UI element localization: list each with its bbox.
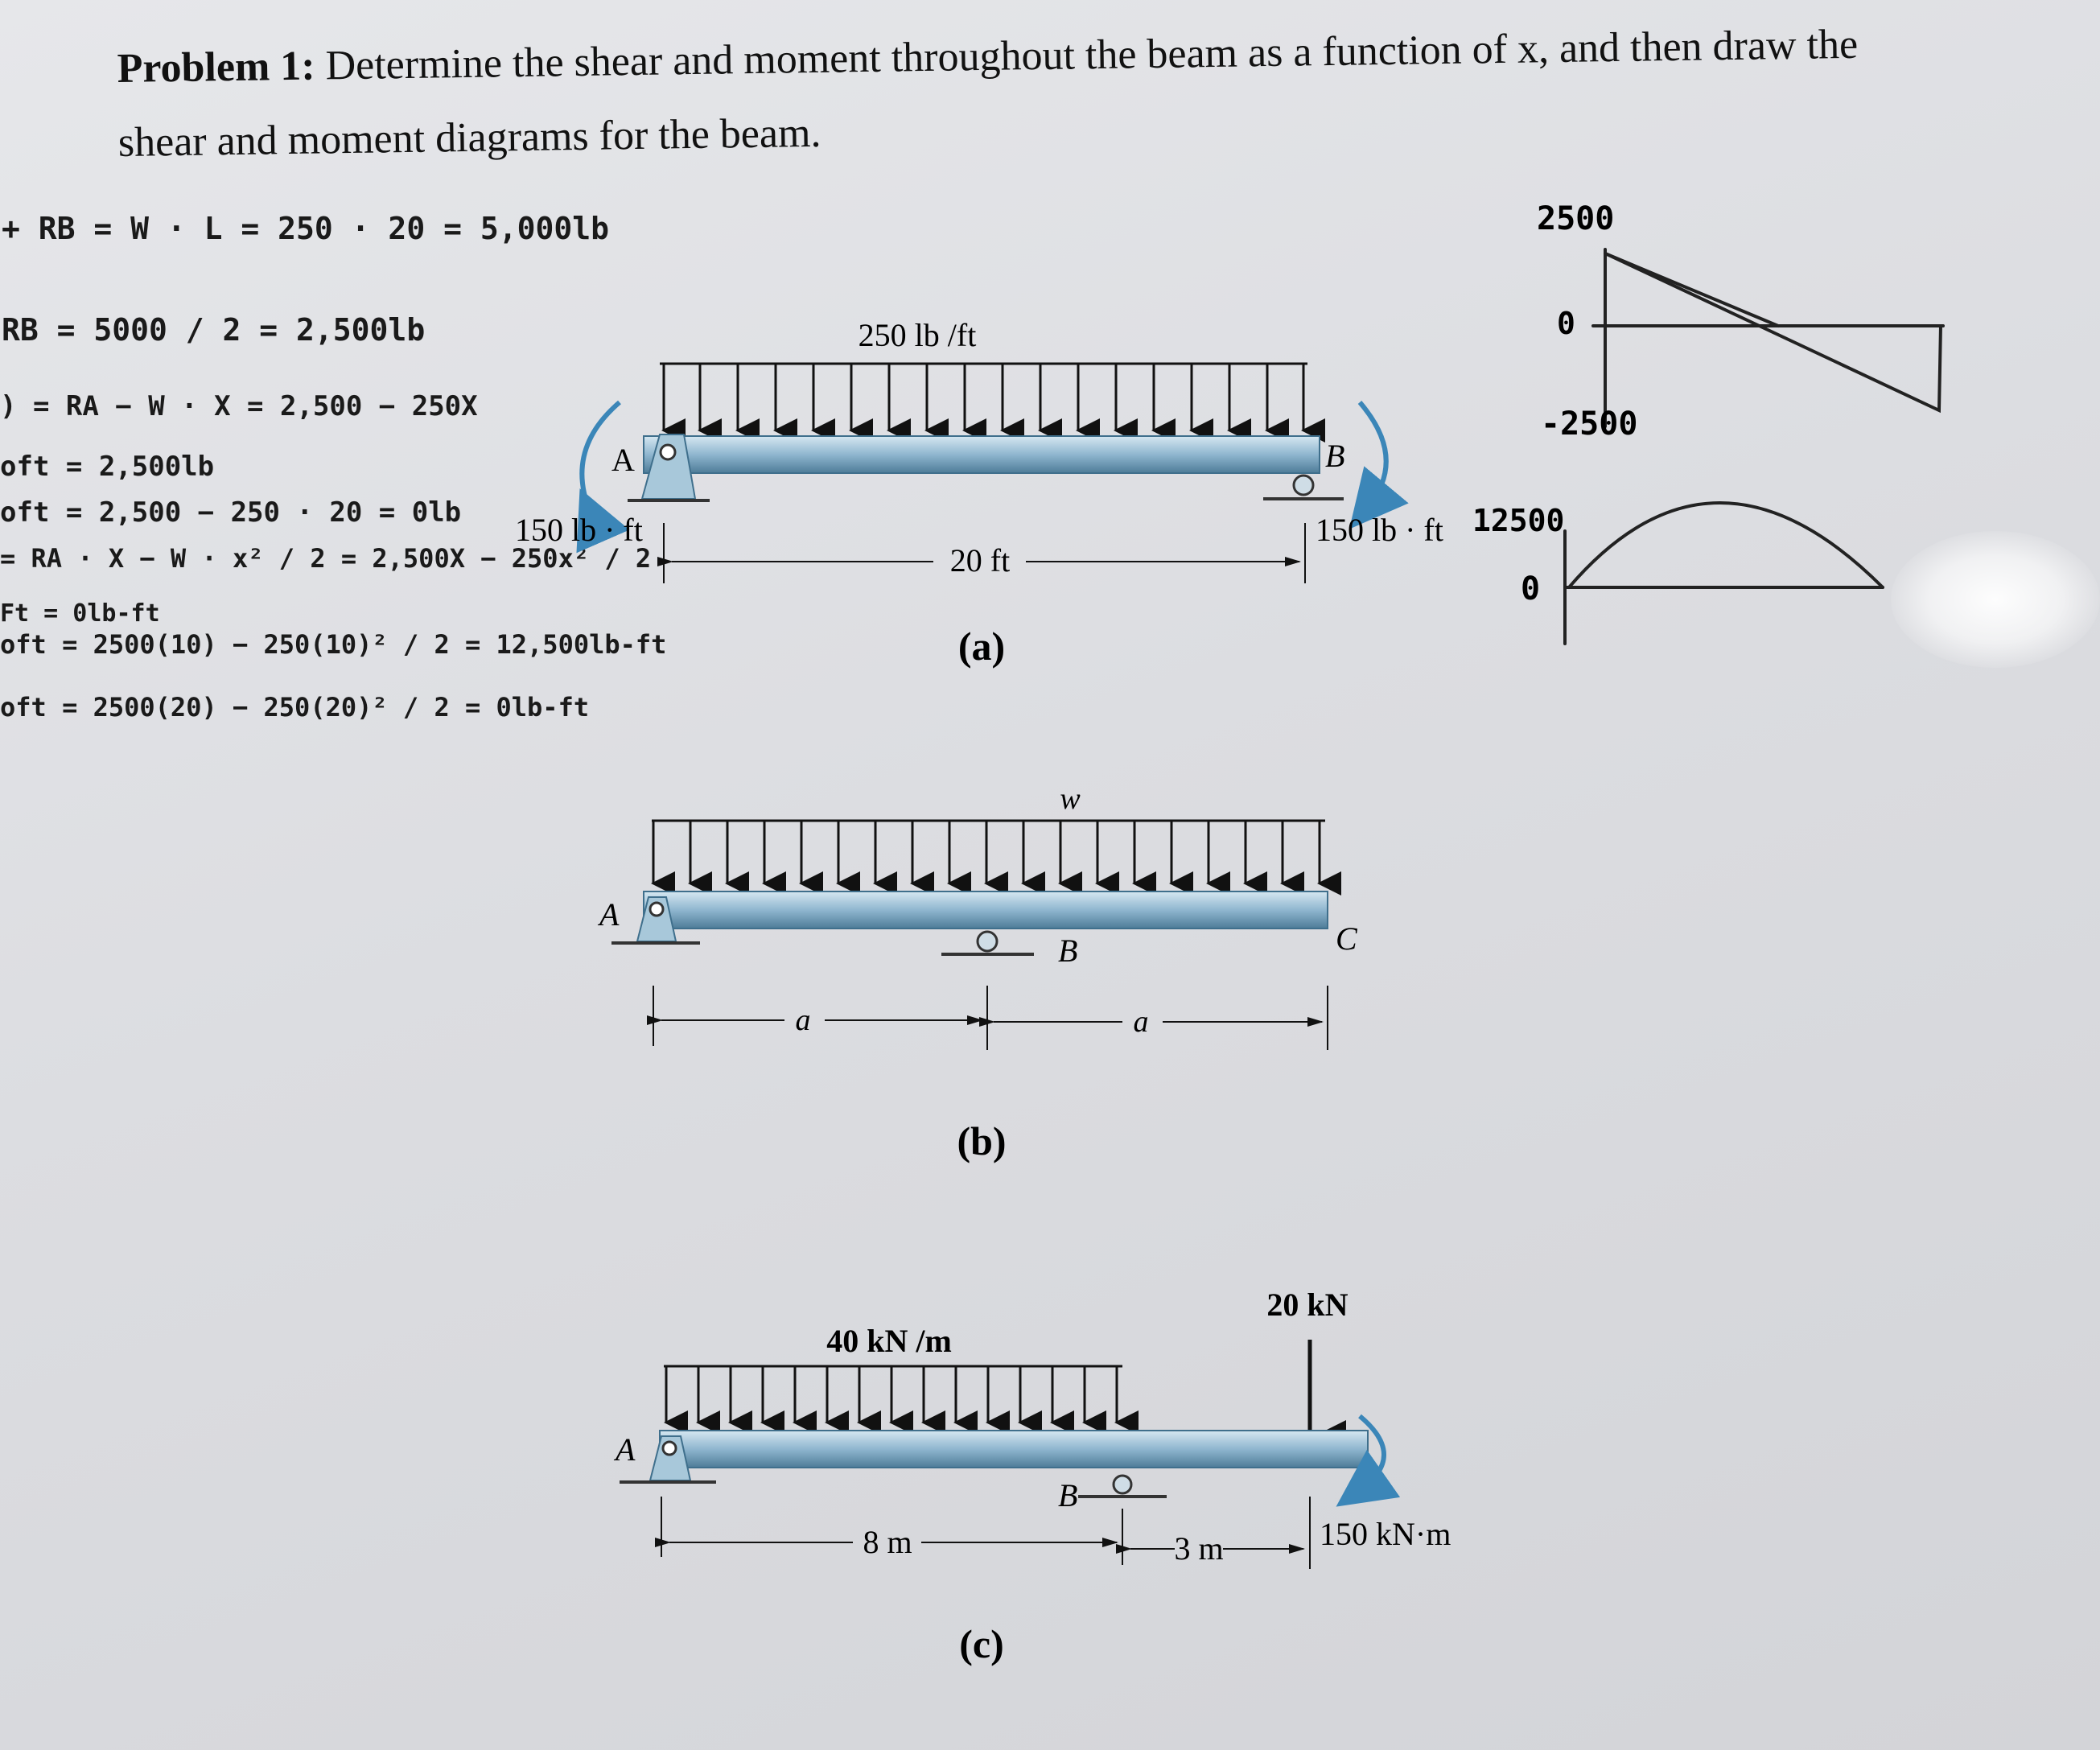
fig-b-distributed-load — [652, 821, 1325, 883]
fig-b-load-label: w — [1060, 782, 1081, 816]
figure-b — [595, 780, 1384, 1167]
note-line-7: Ft = 0lb-ft — [0, 599, 160, 628]
moment-zero-label: 0 — [1521, 570, 1541, 607]
fig-b-end-c: C — [1336, 920, 1357, 957]
fig-c-roller-support — [1078, 1476, 1167, 1497]
note-line-6: = RA · X − W · x² / 2 = 2,500X − 250x² / 2 — [0, 543, 652, 574]
fig-b-dimensions — [653, 986, 1328, 1050]
fig-b-dim-left: a — [795, 1003, 811, 1037]
fig-a-roller-support — [1263, 476, 1344, 499]
note-line-4: oft = 2,500lb — [0, 451, 215, 483]
fig-b-caption: (b) — [957, 1118, 1007, 1163]
fig-a-moment-right-arrow — [1360, 402, 1386, 507]
problem-text: Determine the shear and moment throughout the beam as a function of x, and then draw the shear and moment diagrams for the beam. — [117, 21, 1859, 166]
fig-a-support-a: A — [611, 442, 635, 478]
fig-c-dim-left: 8 m — [863, 1524, 912, 1560]
figure-a — [499, 306, 1443, 676]
fig-a-moment-right-label: 150 lb · ft — [1316, 512, 1443, 548]
fig-c-support-b: B — [1058, 1477, 1078, 1513]
fig-b-support-b: B — [1058, 933, 1078, 969]
fig-a-support-b: B — [1325, 438, 1345, 474]
problem-label: Problem 1: — [117, 43, 315, 92]
fig-c-point-load-label: 20 kN — [1266, 1287, 1349, 1323]
shear-zero-label: 0 — [1557, 306, 1575, 341]
fig-c-moment-label: 150 kN·m — [1320, 1516, 1451, 1552]
fig-b-dim-right: a — [1133, 1005, 1149, 1039]
screen-glare — [1891, 531, 2100, 668]
problem-statement — [117, 7, 1913, 180]
fig-b-roller-support — [941, 932, 1034, 954]
shear-curve-top — [1605, 253, 1778, 326]
shear-max-label: 2500 — [1537, 200, 1615, 237]
hand-diagrams — [1448, 193, 1963, 660]
fig-c-support-a: A — [616, 1431, 636, 1468]
note-line-1: + RB = W · L = 250 · 20 = 5,000lb — [2, 211, 609, 246]
figure-c — [611, 1279, 1464, 1682]
note-line-9: oft = 2500(20) − 250(20)² / 2 = 0lb-ft — [0, 692, 590, 723]
fig-a-span-label: 20 ft — [949, 542, 1011, 579]
fig-c-caption: (c) — [959, 1621, 1004, 1666]
fig-a-moment-left-label: 150 lb · ft — [515, 512, 643, 548]
fig-c-beam — [660, 1431, 1368, 1468]
fig-c-distributed-load — [664, 1366, 1122, 1423]
shear-min-label: -2500 — [1541, 406, 1638, 443]
shear-curve — [1605, 253, 1941, 410]
fig-a-caption: (a) — [957, 624, 1006, 669]
fig-a-beam — [644, 436, 1320, 473]
moment-max-label: 12500 — [1472, 503, 1565, 538]
fig-c-dim-right: 3 m — [1174, 1530, 1224, 1567]
fig-c-load-label: 40 kN /m — [826, 1323, 952, 1359]
fig-a-distributed-load — [660, 364, 1307, 430]
fig-a-load-label: 250 lb /ft — [858, 317, 977, 353]
moment-curve — [1569, 503, 1883, 587]
fig-b-support-a: A — [599, 896, 620, 933]
note-line-2: RB = 5000 / 2 = 2,500lb — [2, 312, 426, 348]
note-line-3: ) = RA − W · X = 2,500 − 250X — [0, 390, 478, 422]
note-line-8: oft = 2500(10) − 250(10)² / 2 = 12,500lb-ft — [0, 629, 667, 660]
fig-b-beam — [644, 891, 1328, 929]
note-line-5: oft = 2,500 − 250 · 20 = 0lb — [0, 496, 462, 529]
